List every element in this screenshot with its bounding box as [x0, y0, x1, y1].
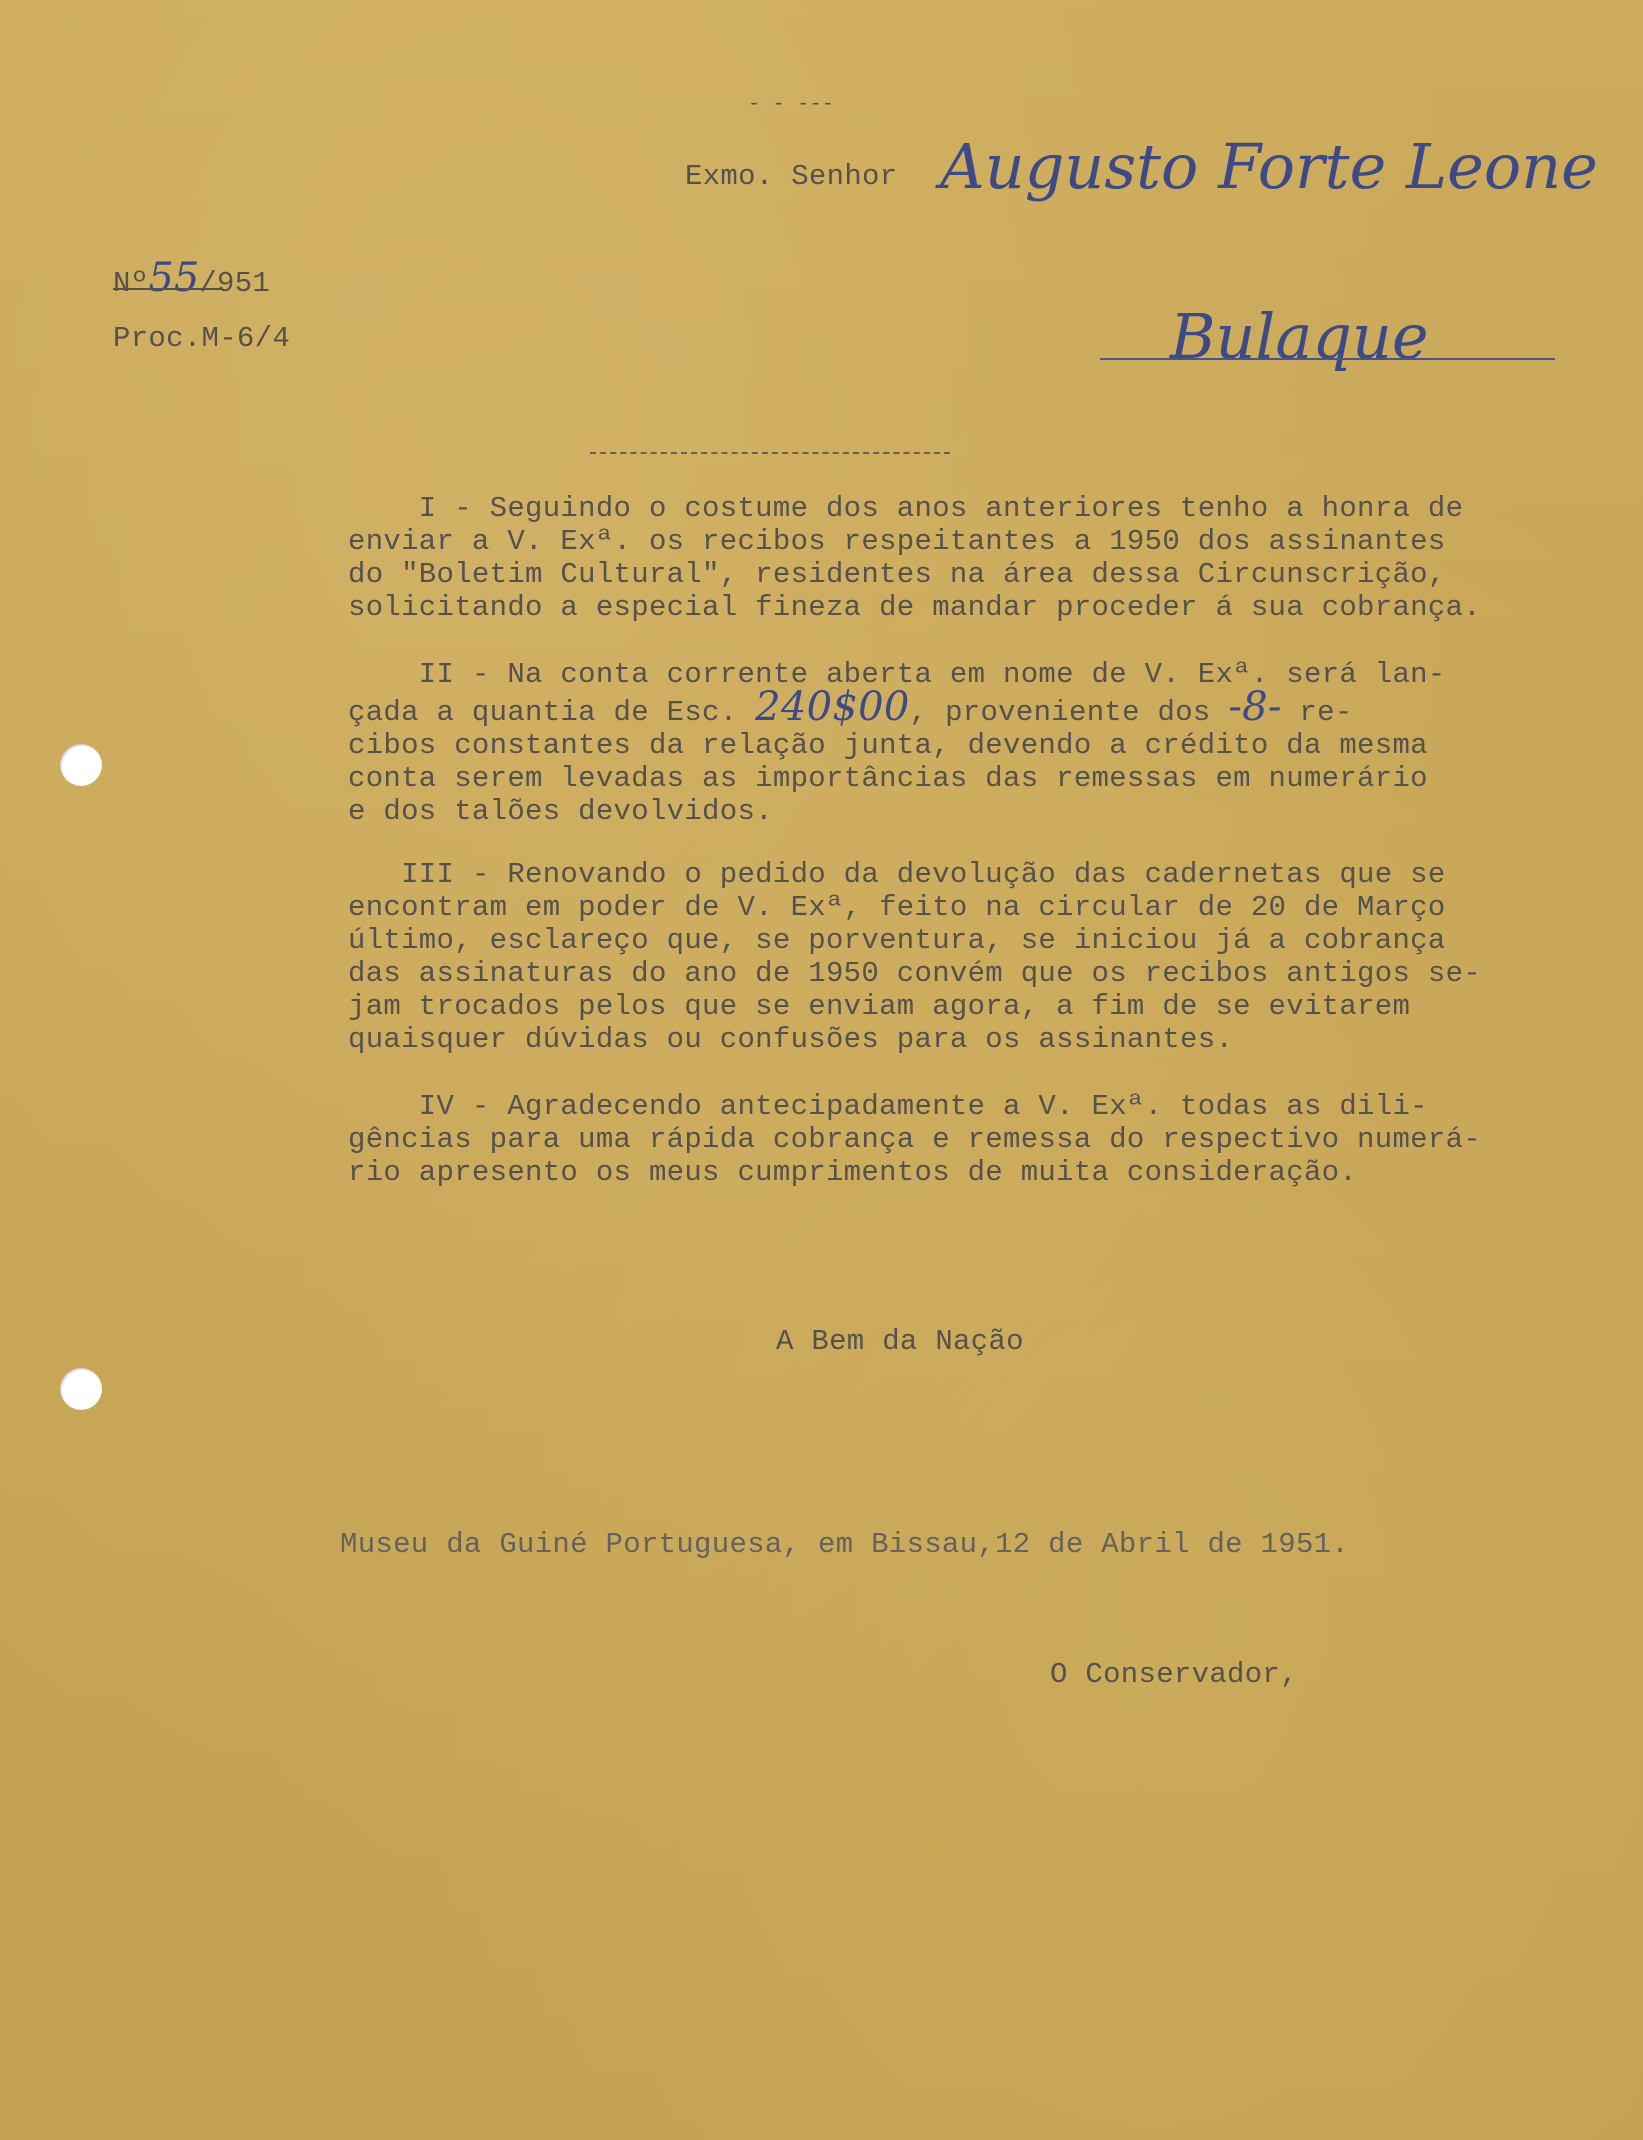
number-value: 55 [148, 255, 200, 301]
p3-line: encontram em poder de V. Exª, feito na circular de 20 de Março [348, 891, 1446, 924]
p1-line: solicitando a especial fineza de mandar proceder á sua cobrança. [348, 591, 1481, 624]
salutation: Exmo. Senhor [685, 160, 898, 193]
paragraph-1 [348, 492, 1481, 624]
p2-text-a: çada a quantia de Esc. [348, 696, 756, 729]
p4-line: gências para uma rápida cobrança e remessa do respectivo numerá- [348, 1123, 1481, 1156]
p3-line: III - Renovando o pedido da devolução das cadernetas que se [348, 858, 1446, 891]
p2-line: II - Na conta corrente aberta em nome de V. Exª. será lan- [348, 658, 1446, 691]
punch-hole-bottom [60, 1368, 102, 1410]
signatory-title: O Conservador, [1050, 1658, 1298, 1691]
p2-text-c: re- [1281, 696, 1353, 729]
p2-line: cibos constantes da relação junta, devendo a crédito da mesma [348, 729, 1428, 762]
number-year: /951 [199, 267, 271, 300]
paragraph-3 [348, 858, 1481, 1056]
closing-motto: A Bem da Nação [776, 1325, 1024, 1358]
p4-line: rio apresento os meus cumprimentos de muita consideração. [348, 1156, 1358, 1189]
p3-line: último, esclareço que, se porventura, se iniciou já a cobrança [348, 924, 1446, 957]
document-number [113, 255, 270, 301]
p1-line: enviar a V. Exª. os recibos respeitantes a 1950 dos assinantes [348, 525, 1446, 558]
paragraph-2 [348, 658, 1446, 828]
process-reference: Proc.M-6/4 [113, 322, 291, 355]
p3-line: jam trocados pelos que se enviam agora, a fim de se evitarem [348, 990, 1411, 1023]
separator-dashes [590, 452, 950, 454]
p4-line: IV - Agradecendo antecipadamente a V. Exª. todas as dili- [348, 1090, 1428, 1123]
number-prefix: Nº [113, 267, 149, 300]
p3-line: das assinaturas do ano de 1950 convém que os recibos antigos se- [348, 957, 1481, 990]
p2-line-amount [348, 684, 1446, 730]
recipient-place: Bulaque [1170, 300, 1429, 373]
place-underline [1100, 358, 1555, 360]
recipient-name: Augusto Forte Leone [940, 130, 1598, 203]
count-handwritten: -8- [1228, 684, 1282, 730]
punch-hole-top [60, 744, 102, 786]
paragraph-4 [348, 1090, 1481, 1189]
place-and-date: Museu da Guiné Portuguesa, em Bissau,12 de Abril de 1951. [340, 1528, 1350, 1561]
amount-handwritten: 240$00 [755, 684, 910, 730]
top-dashes: - - --- [748, 93, 835, 116]
p1-line: I - Seguindo o costume dos anos anteriores tenho a honra de [348, 492, 1464, 525]
p2-line: e dos talões devolvidos. [348, 795, 773, 828]
p2-line: conta serem levadas as importâncias das remessas em numerário [348, 762, 1428, 795]
number-underline [113, 288, 223, 290]
p2-text-b: , proveniente dos [909, 696, 1229, 729]
p1-line: do "Boletim Cultural", residentes na área dessa Circunscrição, [348, 558, 1446, 591]
p3-line: quaisquer dúvidas ou confusões para os assinantes. [348, 1023, 1234, 1056]
